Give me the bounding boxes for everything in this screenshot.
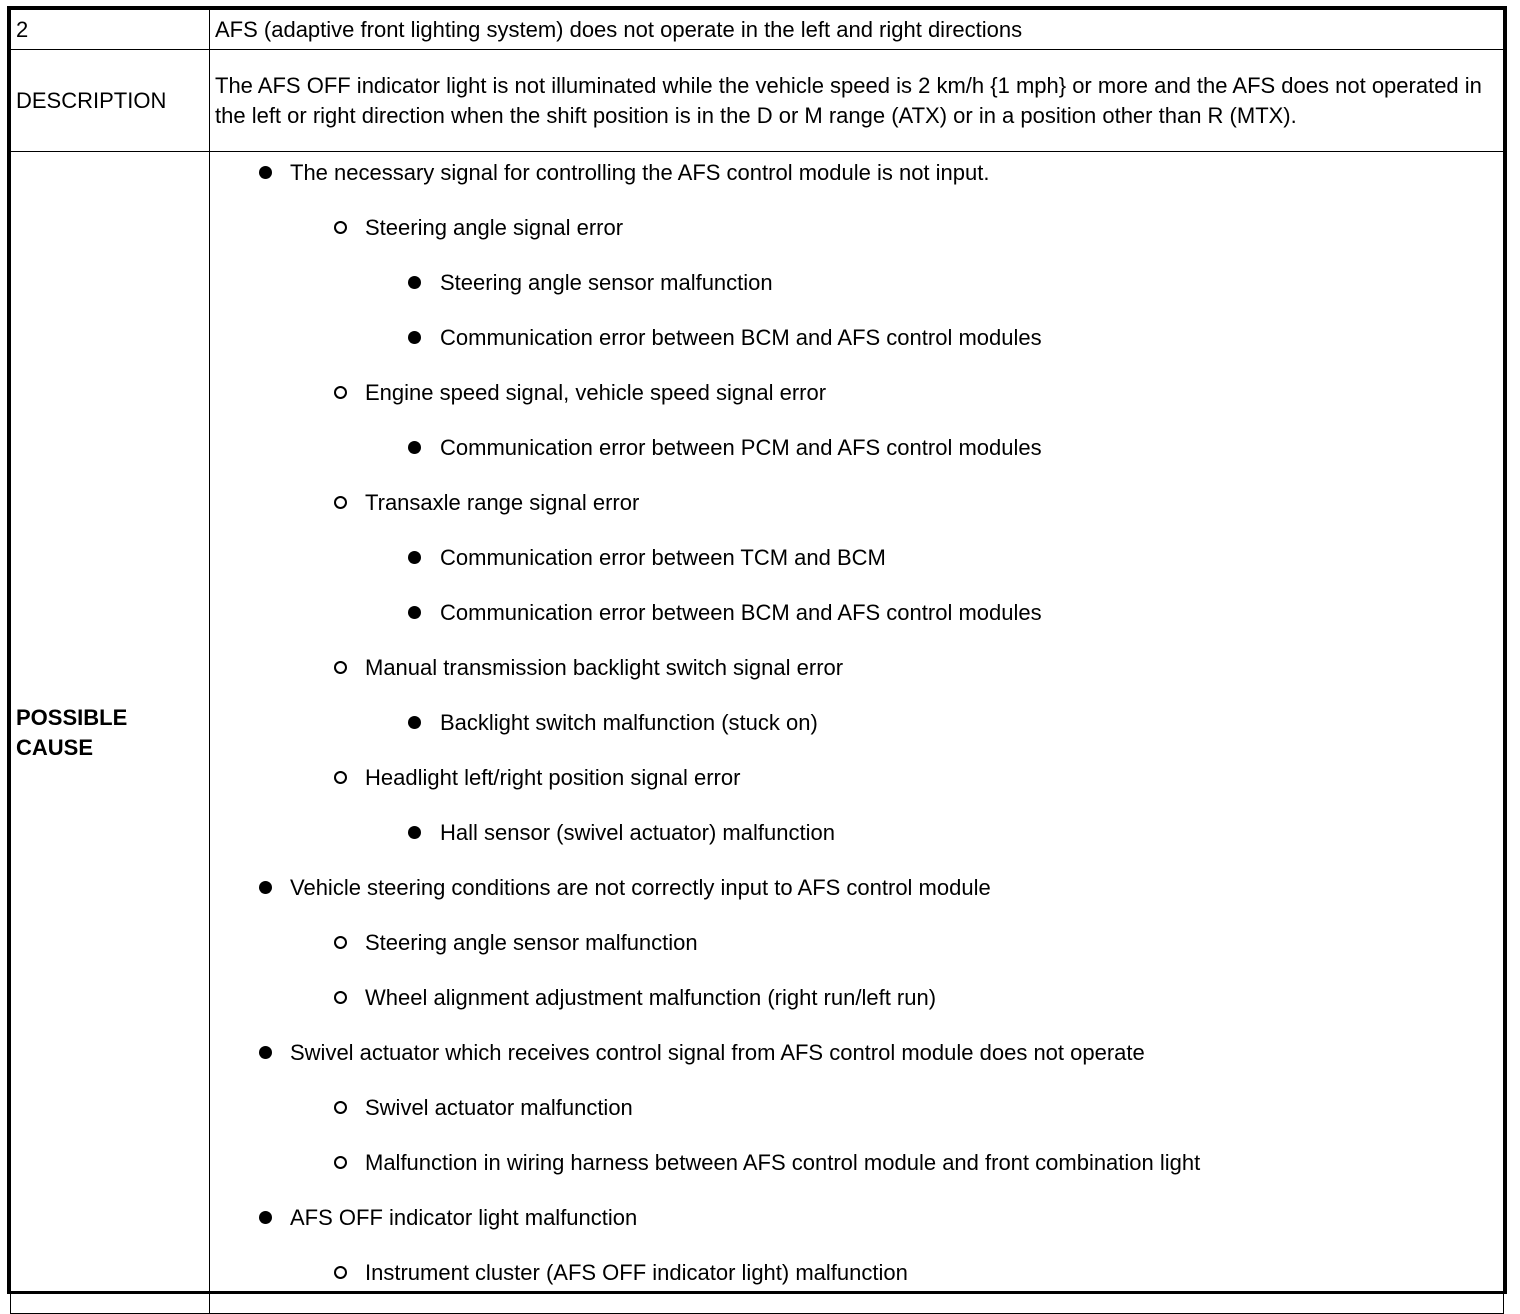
- troubleshooting-table: [7, 6, 1507, 1294]
- cause-item-level-2: [210, 983, 1503, 1038]
- filled-bullet-icon: [408, 551, 421, 564]
- cause-item-text: Transaxle range signal error: [365, 490, 640, 515]
- symptom-title-cell: AFS (adaptive front lighting system) does not operate in the left and right directions: [210, 10, 1504, 50]
- cause-item-text: Steering angle sensor malfunction: [365, 930, 698, 955]
- filled-bullet-icon: [259, 166, 272, 179]
- filled-bullet-icon: [259, 1211, 272, 1224]
- cause-item-text: Backlight switch malfunction (stuck on): [440, 710, 818, 735]
- filled-bullet-icon: [408, 276, 421, 289]
- cause-item-level-3: [210, 433, 1503, 488]
- filled-bullet-icon: [408, 826, 421, 839]
- cause-item-text: Engine speed signal, vehicle speed signal error: [365, 380, 827, 405]
- cause-item-text: AFS OFF indicator light malfunction: [290, 1205, 638, 1230]
- filled-bullet-icon: [408, 441, 421, 454]
- title-row: [11, 10, 1504, 50]
- cause-item-text: The necessary signal for controlling the AFS control module is not input.: [290, 160, 990, 185]
- cause-item-text: Communication error between BCM and AFS control modules: [440, 325, 1042, 350]
- hollow-bullet-icon: [334, 1156, 347, 1169]
- cause-item-text: Malfunction in wiring harness between AFS control module and front combination light: [365, 1150, 1201, 1175]
- cause-item-level-2: [210, 653, 1503, 708]
- hollow-bullet-icon: [334, 661, 347, 674]
- cause-item-level-2: [210, 488, 1503, 543]
- cause-item-text: Instrument cluster (AFS OFF indicator light) malfunction: [365, 1260, 908, 1285]
- filled-bullet-icon: [408, 331, 421, 344]
- troubleshooting-table-grid: [10, 9, 1504, 1314]
- description-row: [11, 50, 1504, 152]
- hollow-bullet-icon: [334, 771, 347, 784]
- hollow-bullet-icon: [334, 1101, 347, 1114]
- possible-cause-label-line2: CAUSE: [16, 734, 94, 760]
- cause-item-text: Manual transmission backlight switch signal error: [365, 655, 844, 680]
- possible-cause-label-line1: POSSIBLE: [16, 704, 128, 730]
- filled-bullet-icon: [259, 881, 272, 894]
- cause-item-text: Steering angle sensor malfunction: [440, 270, 773, 295]
- possible-cause-label: [11, 152, 210, 1314]
- cause-item-level-2: [210, 1093, 1503, 1148]
- cause-item-text: Headlight left/right position signal error: [365, 765, 741, 790]
- filled-bullet-icon: [259, 1046, 272, 1059]
- cause-item-level-3: [210, 268, 1503, 323]
- filled-bullet-icon: [408, 716, 421, 729]
- cause-item-level-2: [210, 1148, 1503, 1203]
- cause-item-level-2: [210, 378, 1503, 433]
- hollow-bullet-icon: [334, 991, 347, 1004]
- cause-item-level-3: [210, 323, 1503, 378]
- cause-item-level-1: [210, 873, 1503, 928]
- cause-item-level-2: [210, 928, 1503, 983]
- cause-item-text: Communication error between TCM and BCM: [440, 545, 886, 570]
- cause-item-level-3: [210, 543, 1503, 598]
- possible-cause-list: [210, 152, 1503, 1313]
- cause-item-level-2: [210, 213, 1503, 268]
- cause-item-level-2: [210, 1258, 1503, 1313]
- cause-item-level-1: [210, 1203, 1503, 1258]
- cause-item-level-3: [210, 598, 1503, 653]
- cause-item-level-1: [210, 1038, 1503, 1093]
- cause-item-text: Communication error between PCM and AFS control modules: [440, 435, 1042, 460]
- possible-cause-row: [11, 152, 1504, 1314]
- cause-item-text: Swivel actuator which receives control signal from AFS control module does not operate: [290, 1040, 1145, 1065]
- cause-item-text: Swivel actuator malfunction: [365, 1095, 633, 1120]
- cause-item-text: Steering angle signal error: [365, 215, 624, 240]
- hollow-bullet-icon: [334, 386, 347, 399]
- possible-cause-list-cell: [210, 152, 1504, 1314]
- hollow-bullet-icon: [334, 496, 347, 509]
- cause-item-level-3: [210, 818, 1503, 873]
- hollow-bullet-icon: [334, 1266, 347, 1279]
- cause-item-level-3: [210, 708, 1503, 763]
- cause-item-text: Hall sensor (swivel actuator) malfunction: [440, 820, 835, 845]
- hollow-bullet-icon: [334, 936, 347, 949]
- filled-bullet-icon: [408, 606, 421, 619]
- cause-item-text: Vehicle steering conditions are not correctly input to AFS control module: [290, 875, 991, 900]
- row-number-cell: 2: [11, 10, 210, 50]
- cause-item-text: Wheel alignment adjustment malfunction (right run/left run): [365, 985, 937, 1010]
- description-text: The AFS OFF indicator light is not illuminated while the vehicle speed is 2 km/h {1 mph} or more and the AFS does not operated in the left or right direction when the shift position is in the D or M range (ATX) or in a position other than R (MTX).: [210, 50, 1504, 152]
- cause-item-level-1: [210, 158, 1503, 213]
- cause-item-level-2: [210, 763, 1503, 818]
- hollow-bullet-icon: [334, 221, 347, 234]
- description-label: DESCRIPTION: [11, 50, 210, 152]
- cause-item-text: Communication error between BCM and AFS control modules: [440, 600, 1042, 625]
